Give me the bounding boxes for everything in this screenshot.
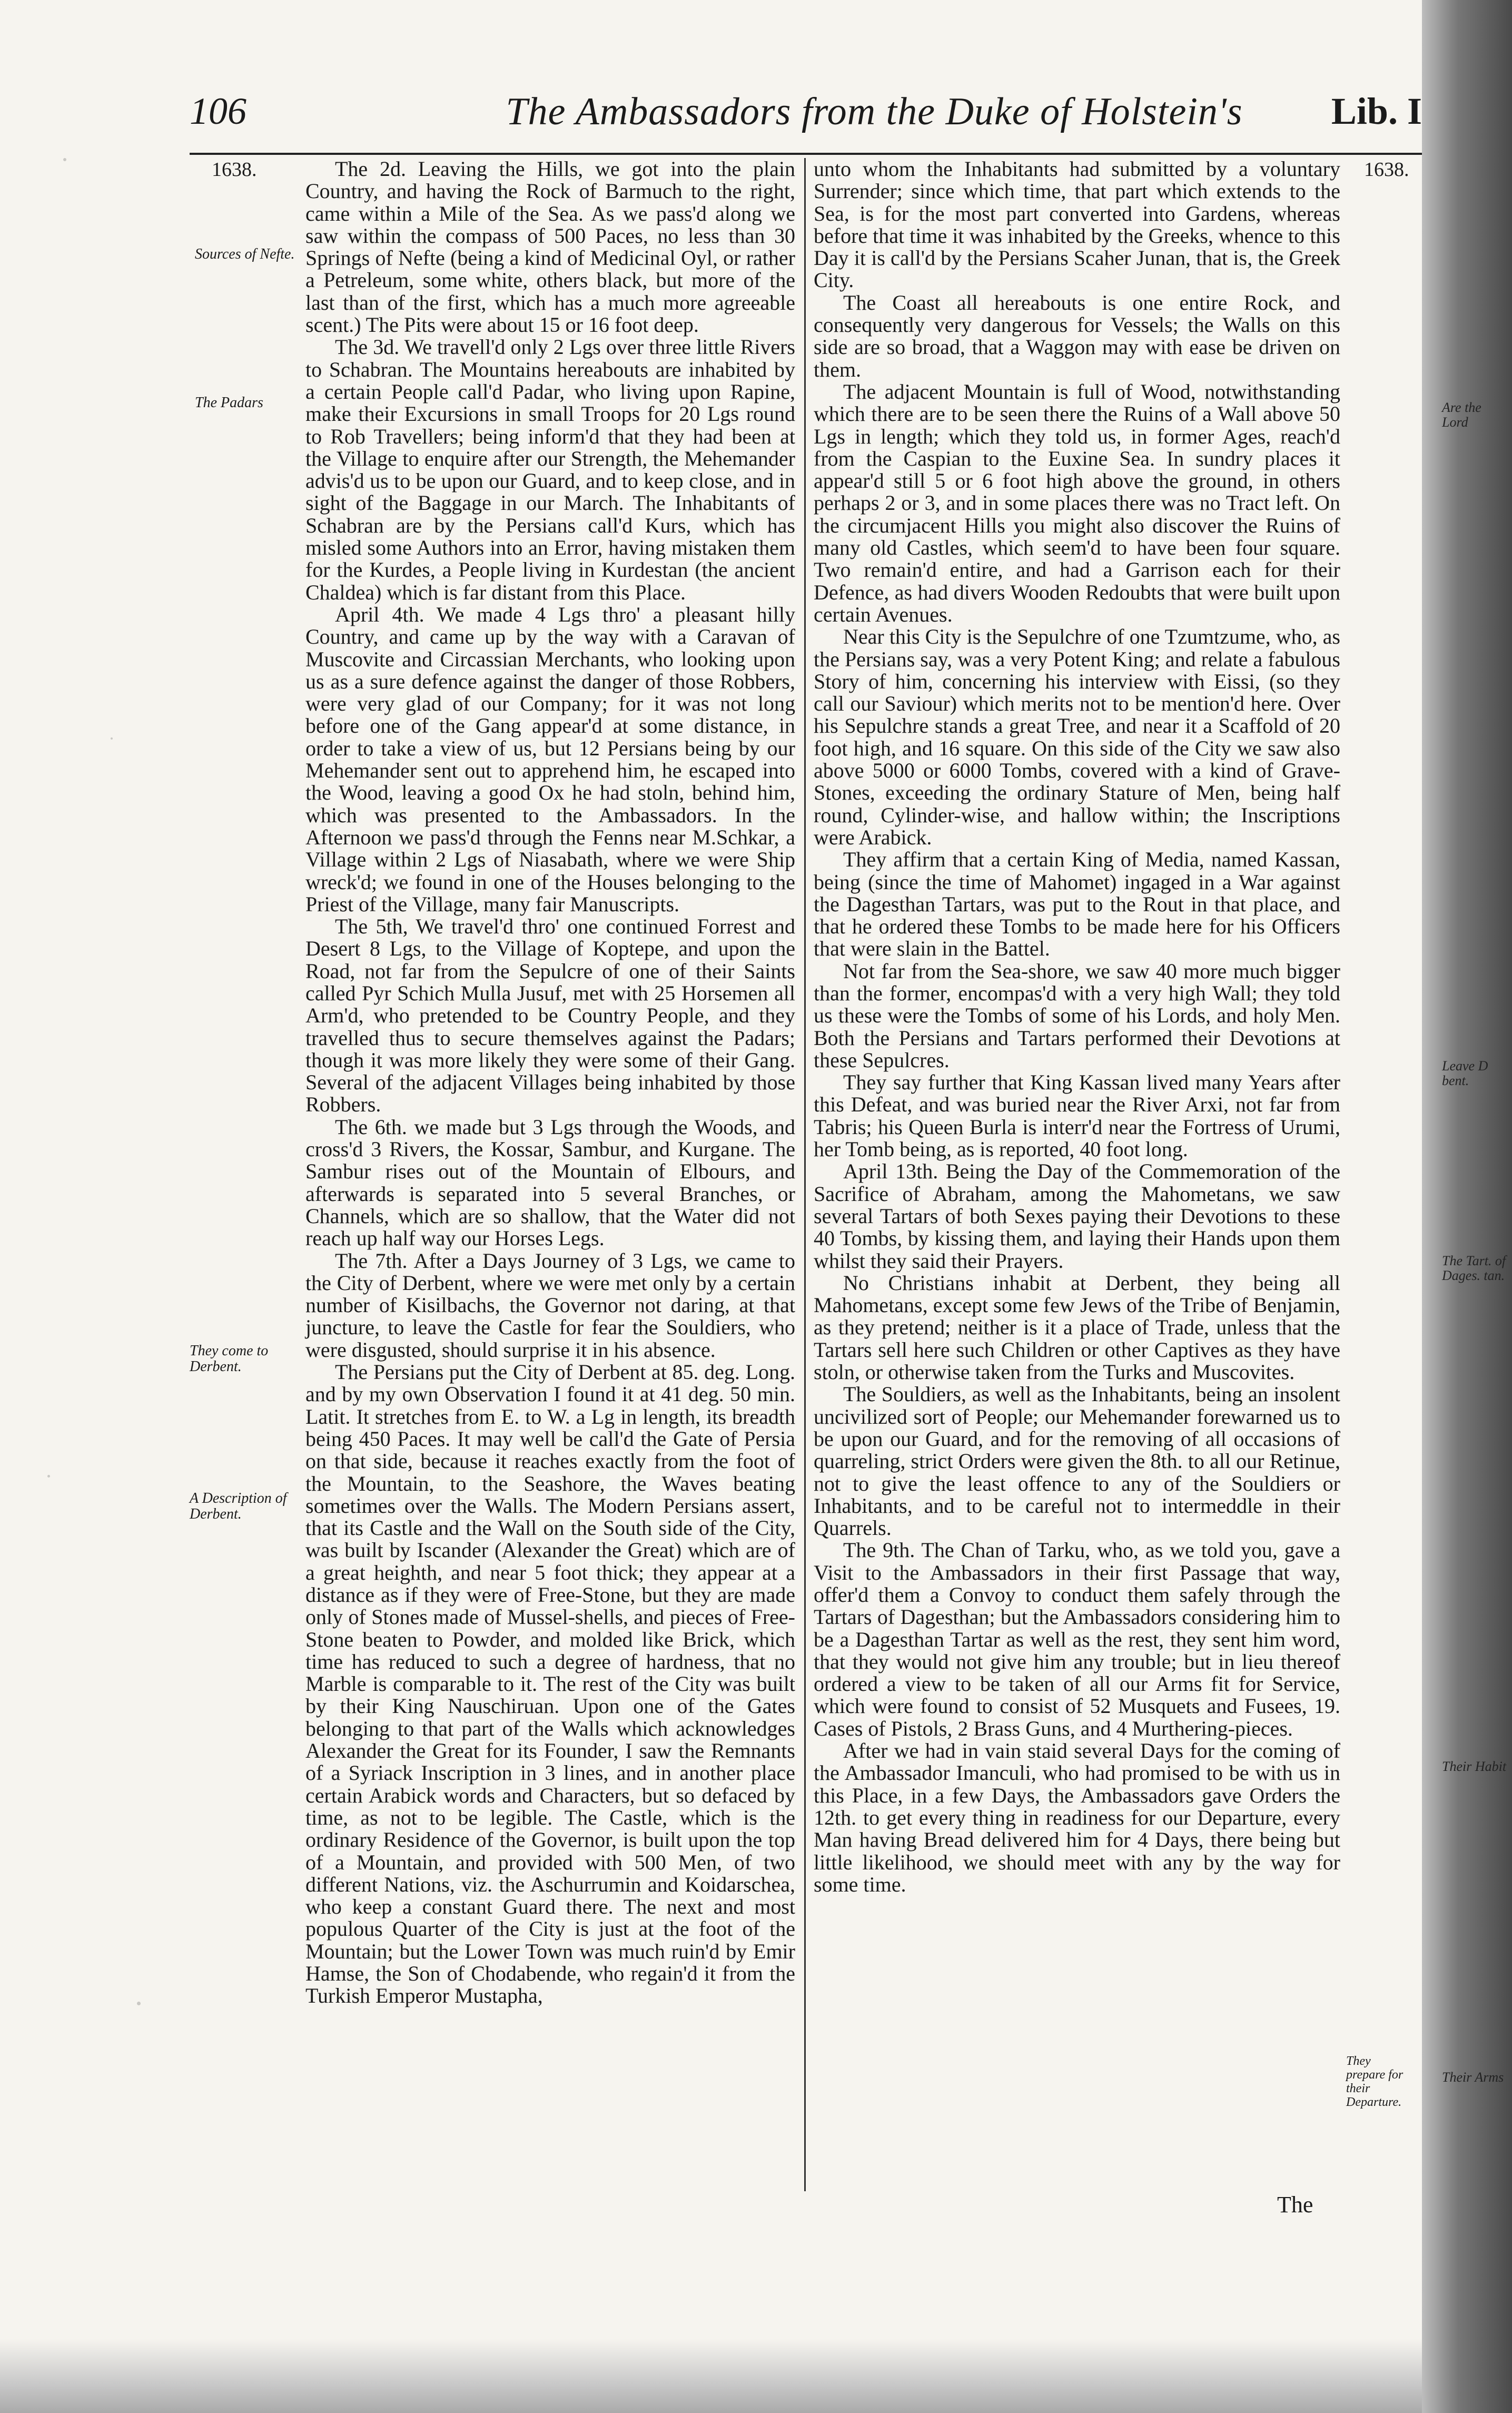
- year-right: 1638.: [1364, 159, 1409, 181]
- marginal-note-sources: Sources of Nefte.: [195, 246, 295, 262]
- paragraph: The Persians put the City of Derbent at 85. deg. Long. and by my own Observation I found it at 41 deg. 50 min. Latit. It stretches from E. to W. a Lg in length, its breadth being 450 Paces. It may well be call'd the Gate of Persia on that side, because it reaches exactly from the foot of the Mountain, to the Seashore, the Waves beating sometimes over the Walls. The Modern Persians assert, that its Castle and the Wall on the South side of the City, was built by Iscander (Alexander the Great) which are of a great heighth, and near 5 foot thick; they appear at a distance as if they were of Free-Stone, but they are made only of Stones made of Mussel-shells, and pieces of Free-Stone beaten to Powder, and molded like Brick, which time has reduced to such a degree of hardness, that no Marble is comparable to it. The rest of the City was built by their King Nauschiruan. Upon one of the Gates belonging to that part of the Walls which acknowledges Alexander the Great for its Founder, I saw the Remnants of a Syriack Inscription in 3 lines, and in another place certain Arabick words and Characters, but so defaced by time, as not to be legible. The Castle, which is the ordinary Residence of the Governor, is built upon the top of a Mountain, and provided with 500 Men, of two different Nations, viz. the Aschurrumin and Koidarschea, who keep a constant Guard there. The next and most populous Quarter of the City is just at the foot of the Mountain; but the Lower Town was much ruin'd by Emir Hamse, the Son of Chodabende, who regain'd it from the Turkish Emperor Mustapha,: [305, 1360, 795, 2008]
- marginal-note-prepare: They prepare for their Departure.: [1346, 2054, 1404, 2109]
- scan-right-edge: [1422, 0, 1512, 2413]
- edge-fragment: The Tart. of Dages. tan.: [1442, 1253, 1506, 1283]
- scan-speck: [111, 737, 113, 740]
- book-chapter: Lib. I: [1331, 90, 1422, 132]
- text-column-left: [305, 158, 795, 2007]
- paragraph: They affirm that a certain King of Media, named Kassan, being (since the time of Mahomet) ingaged in a War against the Dagesthan Tartars, was put to the Rout in that place, and that he ordered these Tombs to be made here for his Officers that were slain in the Battel.: [814, 848, 1340, 961]
- edge-fragment: Their Arms: [1442, 2070, 1504, 2085]
- scan-speck: [137, 2002, 141, 2005]
- marginal-note-padars: The Padars: [195, 395, 263, 411]
- marginal-note-derbent: They come to Derbent.: [190, 1343, 269, 1375]
- paragraph: April 13th. Being the Day of the Commemoration of the Sacrifice of Abraham, among the Mahometans, we saw several Tartars of both Sexes paying their Devotions to these 40 Tombs, by kissing them, and laying their Hands upon them whilst they said their Prayers.: [814, 1159, 1340, 1273]
- paragraph: Near this City is the Sepulchre of one Tzumtzume, who, as the Persians say, was a very Potent King; and relate a fabulous Story of him, concerning his interview with Eissi, (so they call our Saviour) which merits not to be mention'd here. Over his Sepulchre stands a great Tree, and near it a Scaffold of 20 foot high, and 16 square. On this side of the City we saw also above 5000 or 6000 Tombs, covered with a kind of Grave-Stones, exceeding the ordinary Stature of Men, being half round, Cylinder-wise, and hallow within; the Inscriptions were Arabick.: [814, 625, 1340, 849]
- year-left: 1638.: [212, 159, 257, 181]
- paragraph: Not far from the Sea-shore, we saw 40 more much bigger than the former, encompas'd with a very high Wall; they told us these were the Tombs of some of his Lords, and holy Men. Both the Persians and Tartars performed their Devotions at these Sepulcres.: [814, 959, 1340, 1072]
- scan-bottom-edge: [0, 2339, 1512, 2413]
- text-column-right: [814, 158, 1340, 1896]
- paragraph: The 9th. The Chan of Tarku, who, as we told you, gave a Visit to the Ambassadors in their first Passage that way, offer'd them a Convoy to conduct them safely through the Tartars of Dagesthan; but the Ambassadors considering him to be a Dagesthan Tartar as well as the rest, they sent him word, that they would not give him any trouble; but in lieu thereof ordered a view to be taken of all our Arms fit for Service, which were found to consist of 52 Musquets and Fusees, 19. Cases of Pistols, 2 Brass Guns, and 4 Murthering-pieces.: [814, 1538, 1340, 1740]
- paragraph: April 4th. We made 4 Lgs thro' a pleasant hilly Country, and came up by the way with a Caravan of Muscovite and Circassian Merchants, who looking upon us as a sure defence against the danger of those Robbers, were very glad of our Company; for it was not long before one of the Gang appear'd at some distance, in order to take a view of us, but 12 Persians being by our Mehemander sent out to apprehend him, he escaped into the Wood, leaving a good Ox he had stoln, behind him, which was presented to the Ambassadors. In the Afternoon we pass'd through the Fenns near M.Schkar, a Village within 2 Lgs of Niasabath, where we were Ship wreck'd; we found in one of the Houses belonging to the Priest of the Village, many fair Manuscripts.: [305, 602, 795, 916]
- edge-fragment: Their Habit: [1442, 1759, 1507, 1774]
- edge-fragment: Leave D bent.: [1442, 1058, 1488, 1088]
- paragraph: The 2d. Leaving the Hills, we got into the plain Country, and having the Rock of Barmuch to the right, came within a Mile of the Sea. As we pass'd along we saw within the compass of 500 Paces, no less than 30 Springs of Nefte (being a kind of Medicinal Oyl, or rather a Petreleum, some white, others black, but more of the last than of the first, which has a much more agreeable scent.) The Pits were about 15 or 16 foot deep.: [305, 157, 795, 337]
- paragraph: The 3d. We travell'd only 2 Lgs over three little Rivers to Schabran. The Mountains hereabouts are inhabited by a certain People call'd Padar, who living upon Rapine, make their Excursions in small Troops for 20 Lgs round to Rob Travellers; being inform'd that they had been at the Village to enquire after our Strength, the Mehemander advis'd us to be upon our Guard, and to keep close, and in sight of the Baggage in our March. The Inhabitants of Schabran are by the Persians call'd Kurs, which has misled some Authors into an Error, having mistaken them for the Kurdes, a People living in Kurdestan (the ancient Chaldea) which is far distant from this Place.: [305, 335, 795, 604]
- paragraph: The 6th. we made but 3 Lgs through the Woods, and cross'd 3 Rivers, the Kossar, Sambur, and Kurgane. The Sambur rises out of the Mountain of Elbours, and afterwards is separated into 5 several Branches, or Channels, which are so shallow, that the Water did not reach up half way our Horses Legs.: [305, 1115, 795, 1250]
- edge-fragment: Are the Lord: [1442, 400, 1481, 430]
- paragraph: The 5th, We travel'd thro' one continued Forrest and Desert 8 Lgs, to the Village of Koptepe, and upon the Road, not far from the Sepulcre of one of their Saints called Pyr Schich Mulla Jusuf, met with 25 Horsemen all Arm'd, who pretended to be Country People, and they travelled thus to secure themselves against the Padars; though it was more likely they were some of their Gang. Several of the adjacent Villages being inhabited by those Robbers.: [305, 914, 795, 1117]
- paragraph: The adjacent Mountain is full of Wood, notwithstanding which there are to be seen there the Ruins of a Wall above 50 Lgs in length; which they told us, in former Ages, reach'd from the Caspian to the Euxine Sea. In sundry places it appear'd still 5 or 6 foot high above the ground, in others perhaps 2 or 3, and in some places there was no Tract left. On the circumjacent Hills you might also discover the Ruins of many old Castles, which seem'd to have been four square. Two remain'd entire, and had a Garrison each for their Defence, as had divers Wooden Redoubts that were built upon certain Avenues.: [814, 379, 1340, 626]
- catchword: The: [1277, 2192, 1313, 2218]
- paragraph: They say further that King Kassan lived many Years after this Defeat, and was buried near the River Arxi, not far from Tabris; his Queen Burla is interr'd near the Fortress of Urumi, her Tomb being, as is reported, 40 foot long.: [814, 1070, 1340, 1161]
- paragraph: unto whom the Inhabitants had submitted by a voluntary Surrender; since which time, that part which extends to the Sea, is for the most part converted into Gardens, whereas before that time it was inhabited by the Greeks, whence to this Day it is call'd by the Persians Scaher Junan, that is, the Greek City.: [814, 157, 1340, 292]
- marginal-note-description: A Description of Derbent.: [190, 1490, 287, 1522]
- column-divider: [804, 158, 806, 2191]
- paragraph: No Christians inhabit at Derbent, they being all Mahometans, except some few Jews of the Tribe of Benjamin, as they pretend; neither is it a place of Trade, unless that the Tartars sell here such Children or other Captives as they have stoln, or otherwise taken from the Turks and Muscovites.: [814, 1270, 1340, 1384]
- header-rule: [190, 153, 1422, 155]
- paragraph: After we had in vain staid several Days for the coming of the Ambassador Imanculi, who had promised to be with us in this Place, in a few Days, the Ambassadors gave Orders the 12th. to get every thing in readiness for our Departure, every Man having Bread delivered him for 4 Days, there being but little likelihood, we should meet with any by the way for some time.: [814, 1739, 1340, 1896]
- scan-speck: [63, 158, 66, 161]
- page-header: [190, 90, 1422, 147]
- paragraph: The Souldiers, as well as the Inhabitants, being an insolent uncivilized sort of People; our Mehemander forewarned us to be upon our Guard, and for the removing of all occasions of quarreling, strict Orders were given the 8th. to all our Retinue, not to give the least offence to any of the Souldiers or Inhabitants, and to be careful not to intermeddle in their Quarrels.: [814, 1382, 1340, 1540]
- paragraph: The 7th. After a Days Journey of 3 Lgs, we came to the City of Derbent, where we were met only by a certain number of Kisilbachs, the Governor not daring, at that juncture, to leave the Castle for fear the Souldiers, who were disgusted, should surprise it in his absence.: [305, 1248, 795, 1362]
- page-number: 106: [190, 90, 246, 132]
- scan-speck: [47, 1475, 50, 1478]
- running-title: The Ambassadors from the Duke of Holstein's: [506, 90, 1243, 133]
- paragraph: The Coast all hereabouts is one entire Rock, and consequently very dangerous for Vessels; the Walls on this side are so broad, that a Waggon may with ease be driven on them.: [814, 290, 1340, 381]
